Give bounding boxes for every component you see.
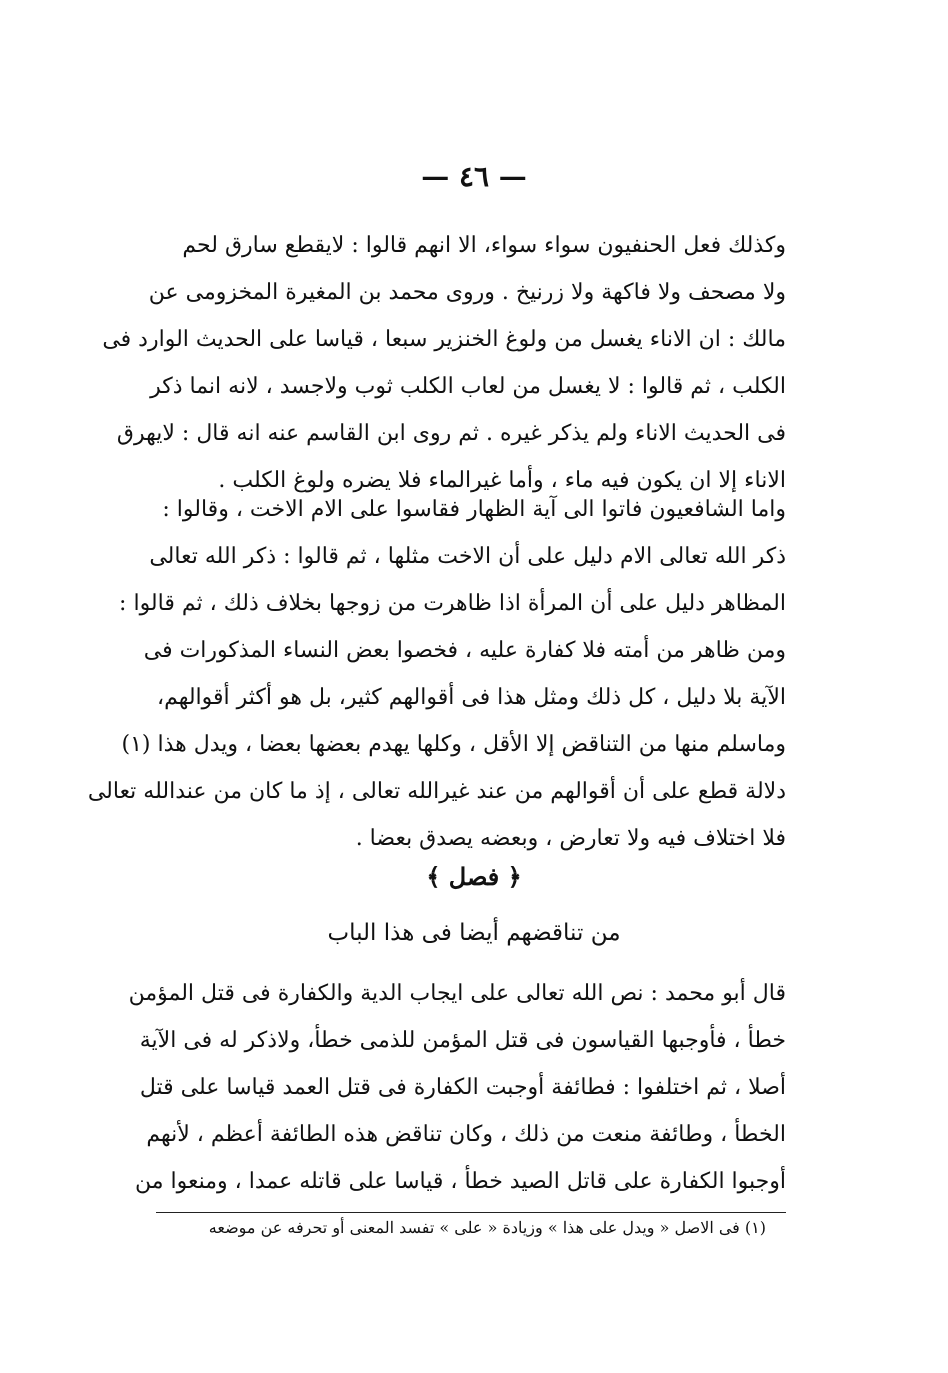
paragraph-2 <box>87 486 786 862</box>
section-heading: ﴿ فصل ﴾ <box>426 862 522 891</box>
paragraph-1 <box>102 222 786 504</box>
text-line: خطأ ، فأوجبها القياسون فى قتل المؤمن للذمى خطأ، ولاذكر له فى الآية <box>139 1028 786 1053</box>
text-line: ومن ظاهر من أمته فلا كفارة عليه ، فخصوا بعض النساء المذكورات فى <box>143 638 786 663</box>
text-line: المظاهر دليل على أن المرأة اذا ظاهرت من زوجها بخلاف ذلك ، ثم قالوا : <box>119 591 786 616</box>
paragraph-3 <box>128 970 786 1205</box>
text-line: وماسلم منها من التناقض إلا الأقل ، وكلها يهدم بعضها بعضا ، ويدل هذا (١) <box>121 732 786 757</box>
section-subheading: من تناقضهم أيضا فى هذا الباب <box>327 920 621 946</box>
text-line: فلا اختلاف فيه ولا تعارض ، وبعضه يصدق بعضا . <box>355 826 786 851</box>
text-line: الاناء إلا ان يكون فيه ماء ، وأما غيرالماء فلا يضره ولوغ الكلب . <box>218 468 786 493</box>
text-line: الكلب ، ثم قالوا : لا يغسل من لعاب الكلب ثوب ولاجسد ، لانه انما ذكر <box>150 374 786 399</box>
text-line: واما الشافعيون فاتوا الى آية الظهار فقاسوا على الام الاخت ، وقالوا : <box>162 497 786 522</box>
text-line: أصلا ، ثم اختلفوا : فطائفة أوجبت الكفارة فى قتل العمد قياسا على قتل <box>139 1075 786 1100</box>
text-line: دلالة قطع على أن أقوالهم من عند غيرالله تعالى ، إذ ما كان من عندالله تعالى <box>87 779 786 804</box>
text-line: مالك : ان الاناء يغسل من ولوغ الخنزير سبعا ، قياسا على الحديث الوارد فى <box>102 327 786 352</box>
text-line: أوجبوا الكفارة على قاتل الصيد خطأ ، قياسا على قاتله عمدا ، ومنعوا من <box>134 1169 786 1194</box>
text-line: ولا مصحف ولا فاكهة ولا زرنيخ . وروى محمد بن المغيرة المخزومى عن <box>148 280 786 305</box>
page-number: — ٤٦ — <box>421 160 527 193</box>
text-line: الخطأ ، وطائفة منعت من ذلك ، وكان تناقض هذه الطائفة أعظم ، لأنهم <box>146 1122 786 1147</box>
text-line: ذكر الله تعالى الام دليل على أن الاخت مثلها ، ثم قالوا : ذكر الله تعالى <box>149 544 786 569</box>
text-line: وكذلك فعل الحنفيون سواء سواء، الا انهم قالوا : لايقطع سارق لحم <box>182 233 786 258</box>
text-line: فى الحديث الاناء ولم يذكر غيره . ثم روى ابن القاسم عنه انه قال : لايهرق <box>116 421 786 446</box>
footnote: (١) فى الاصل « ويدل على هذا » وزيادة « على » تفسد المعنى أو تحرفه عن موضعه <box>208 1218 766 1237</box>
text-line: قال أبو محمد : نص الله تعالى على ايجاب الدية والكفارة فى قتل المؤمن <box>128 981 786 1006</box>
footnote-divider <box>156 1212 786 1213</box>
text-line: الآية بلا دليل ، كل ذلك ومثل هذا فى أقوالهم كثير، بل هو أكثر أقوالهم، <box>156 685 786 710</box>
